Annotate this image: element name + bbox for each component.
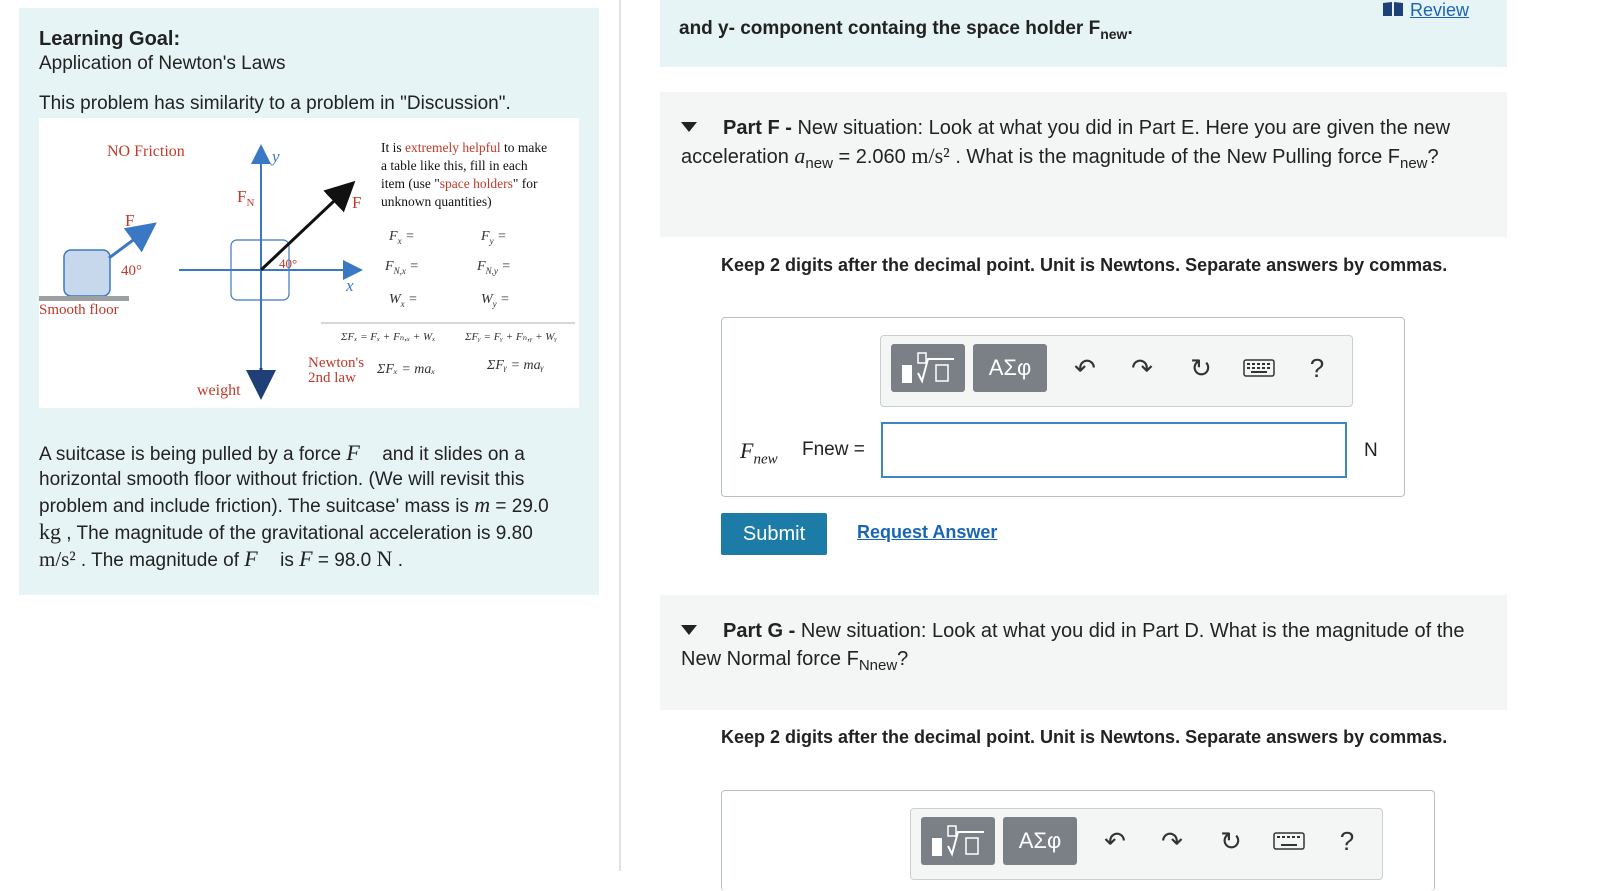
template-button[interactable] [891, 344, 965, 392]
undo-icon[interactable]: ↶ [1074, 352, 1096, 383]
fnx-cell: $F_{N,x}$ = [385, 259, 419, 276]
smooth-floor-label: Smooth floor [39, 302, 119, 318]
math-toolbar [880, 335, 1353, 407]
floor-strip [39, 296, 129, 301]
previous-part-banner [660, 0, 1507, 67]
keyboard-icon[interactable] [1271, 823, 1307, 859]
force-label-left: F [125, 211, 135, 230]
unit-label: N [1364, 440, 1378, 461]
redo-icon[interactable]: ↷ [1161, 825, 1183, 856]
help-icon[interactable]: ? [1339, 825, 1355, 856]
template-icon [898, 351, 958, 385]
review-link[interactable] [1382, 0, 1469, 22]
part-f-answer-box [721, 317, 1405, 497]
wy-cell: $W_y$ = [481, 292, 510, 309]
keyboard-icon[interactable] [1241, 350, 1277, 386]
template-button[interactable] [921, 817, 995, 865]
max-equation: ΣFₓ = maₓ [377, 362, 436, 377]
part-g-instruction: Keep 2 digits after the decimal point. Unit is Newtons. Separate answers by commas. [721, 727, 1448, 747]
table-note: It is extremely helpful to make a table like this, fill in each item (use "space holders" for unknown quantities) [381, 140, 548, 209]
collapse-caret-icon[interactable] [681, 122, 697, 132]
y-axis-label: y [272, 147, 280, 166]
part-g-question: Part G - New situation: Look at what you did in Part D. What is the magnitude of the New Normal force $F_{Nnew}$? [681, 620, 1465, 674]
pulling-force-arrow [261, 185, 351, 270]
part-f-instruction: Keep 2 digits after the decimal point. Unit is Newtons. Separate answers by commas. [721, 255, 1448, 275]
newton-label-2: 2nd law [308, 370, 356, 386]
newton-label-1: Newton's [308, 355, 365, 371]
part-g-header[interactable] [660, 595, 1507, 710]
force-arrow-left [109, 226, 152, 258]
may-equation: ΣFᵧ = maᵧ [487, 358, 544, 373]
similarity-note: This problem has similarity to a problem in "Discussion". [39, 93, 511, 114]
part-f-header[interactable] [660, 92, 1507, 237]
wx-cell: $W_x$ = [389, 292, 418, 309]
fx-cell: $F_x$ = [389, 229, 415, 246]
sum-x-equation: ΣFₓ = Fₓ + Fₙ,ₓ + Wₓ [341, 331, 436, 343]
math-toolbar [910, 808, 1383, 880]
no-friction-label: NO Friction [107, 143, 185, 160]
column-divider [619, 0, 621, 871]
weight-label: weight [197, 382, 241, 399]
greek-symbols-button[interactable]: ΑΣφ [973, 344, 1047, 392]
angle-label-right: 40° [279, 256, 298, 271]
review-label[interactable]: Review [1410, 0, 1470, 20]
part-g-answer-box [721, 790, 1435, 891]
request-answer-link[interactable]: Request Answer [857, 522, 998, 542]
sum-y-equation: ΣFᵧ = Fᵧ + Fₙ,ᵧ + Wᵧ [465, 331, 557, 343]
reset-icon[interactable]: ↻ [1220, 825, 1242, 856]
fnew-answer-input[interactable] [881, 422, 1347, 478]
learning-goal-panel [19, 8, 599, 595]
submit-button[interactable]: Submit [721, 513, 827, 555]
greek-symbols-button[interactable]: ΑΣφ [1003, 817, 1077, 865]
undo-icon[interactable]: ↶ [1104, 825, 1126, 856]
book-icon [1382, 1, 1404, 22]
fny-cell: $F_{N,y}$ = [477, 259, 511, 276]
free-body-diagram [39, 118, 579, 408]
reset-icon[interactable]: ↻ [1190, 352, 1212, 383]
force-label-right: F [352, 193, 362, 212]
help-icon[interactable]: ? [1309, 352, 1325, 383]
collapse-caret-icon[interactable] [681, 625, 697, 635]
previous-part-text: and y- component containg the space holder $F_{new}$. [679, 18, 1133, 42]
learning-goal-title: Learning Goal: [39, 28, 181, 50]
learning-goal-subtitle: Application of Newton's Laws [39, 53, 286, 74]
fnew-vector-label: $F_{new}$ [740, 438, 778, 468]
fnew-input-label: Fnew = [802, 439, 865, 460]
free-body-diagram-svg [39, 118, 579, 408]
problem-statement: A suitcase is being pulled by a force F⃗ and it slides on a horizontal smooth floor without friction. (We will revisit this problem and include friction). The suitcase' mass is m = 29.0 kg , The magnitude of the gravitational acceleration is 9.80 m/s² . The magnitude of F⃗ is F = 98.0 N . [39, 440, 549, 571]
template-icon [928, 824, 988, 858]
redo-icon[interactable]: ↷ [1131, 352, 1153, 383]
fy-cell: $F_y$ = [481, 229, 507, 246]
normal-force-label: $F_N$ [237, 187, 255, 209]
suitcase-box [64, 250, 110, 296]
part-f-question: Part F - New situation: Look at what you did in Part E. Here you are given the new acceleration $a_{new} = 2.060$ m/s² . What is the magnitude of the New Pulling force $F_{new}$? [681, 117, 1451, 172]
x-axis-label: x [346, 276, 354, 295]
angle-label-left: 40° [121, 263, 142, 279]
